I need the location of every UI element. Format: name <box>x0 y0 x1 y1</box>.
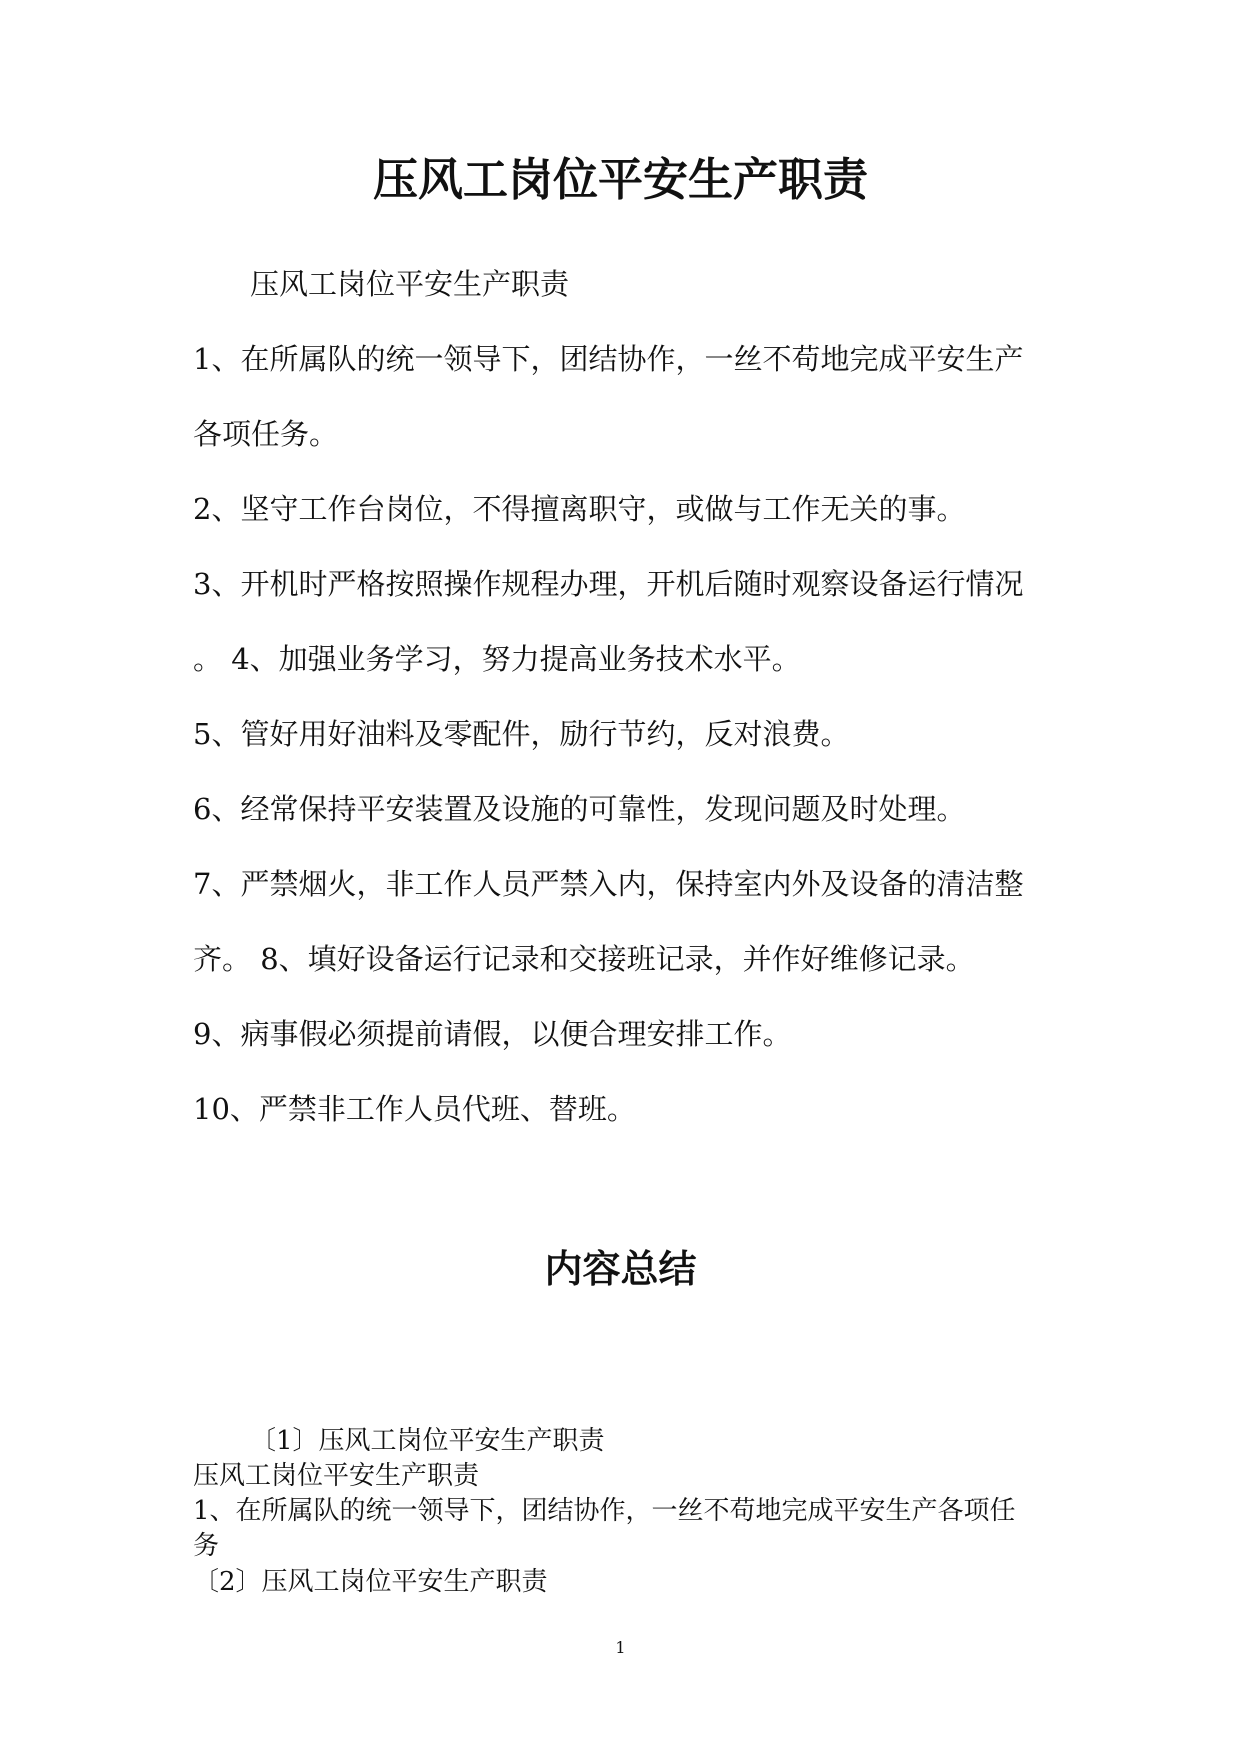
intro-line: 压风工岗位平安生产职责 <box>250 267 570 301</box>
body-line-11: 10、严禁非工作人员代班、替班。 <box>193 1092 636 1126</box>
summary-line-2: 压风工岗位平安生产职责 <box>193 1461 480 1491</box>
body-line-3: 2、坚守工作台岗位，不得擅离职守，或做与工作无关的事。 <box>193 492 966 526</box>
summary-line-3: 1、在所属队的统一领导下，团结协作，一丝不苟地完成平安生产各项任 <box>193 1496 1016 1526</box>
body-line-9: 齐。 8、填好设备运行记录和交接班记录，并作好维修记录。 <box>193 942 975 976</box>
body-line-1: 1、在所属队的统一领导下，团结协作，一丝不苟地完成平安生产 <box>193 342 1024 376</box>
body-line-8: 7、严禁烟火，非工作人员严禁入内，保持室内外及设备的清洁整 <box>193 867 1024 901</box>
document-title: 压风工岗位平安生产职责 <box>372 153 868 206</box>
body-line-4: 3、开机时严格按照操作规程办理，开机后随时观察设备运行情况 <box>193 567 1024 601</box>
summary-line-1: 〔1〕压风工岗位平安生产职责 <box>250 1426 605 1456</box>
body-line-2: 各项任务。 <box>193 417 339 451</box>
page-number: 1 <box>615 1638 626 1657</box>
body-line-5: 。 4、加强业务学习，努力提高业务技术水平。 <box>193 642 801 676</box>
body-line-6: 5、管好用好油料及零配件，励行节约，反对浪费。 <box>193 717 850 751</box>
summary-line-5: 〔2〕压风工岗位平安生产职责 <box>193 1567 548 1597</box>
summary-line-4: 务 <box>193 1531 220 1561</box>
body-line-10: 9、病事假必须提前请假，以便合理安排工作。 <box>193 1017 792 1051</box>
body-line-7: 6、经常保持平安装置及设施的可靠性，发现问题及时处理。 <box>193 792 966 826</box>
summary-heading: 内容总结 <box>544 1246 697 1291</box>
